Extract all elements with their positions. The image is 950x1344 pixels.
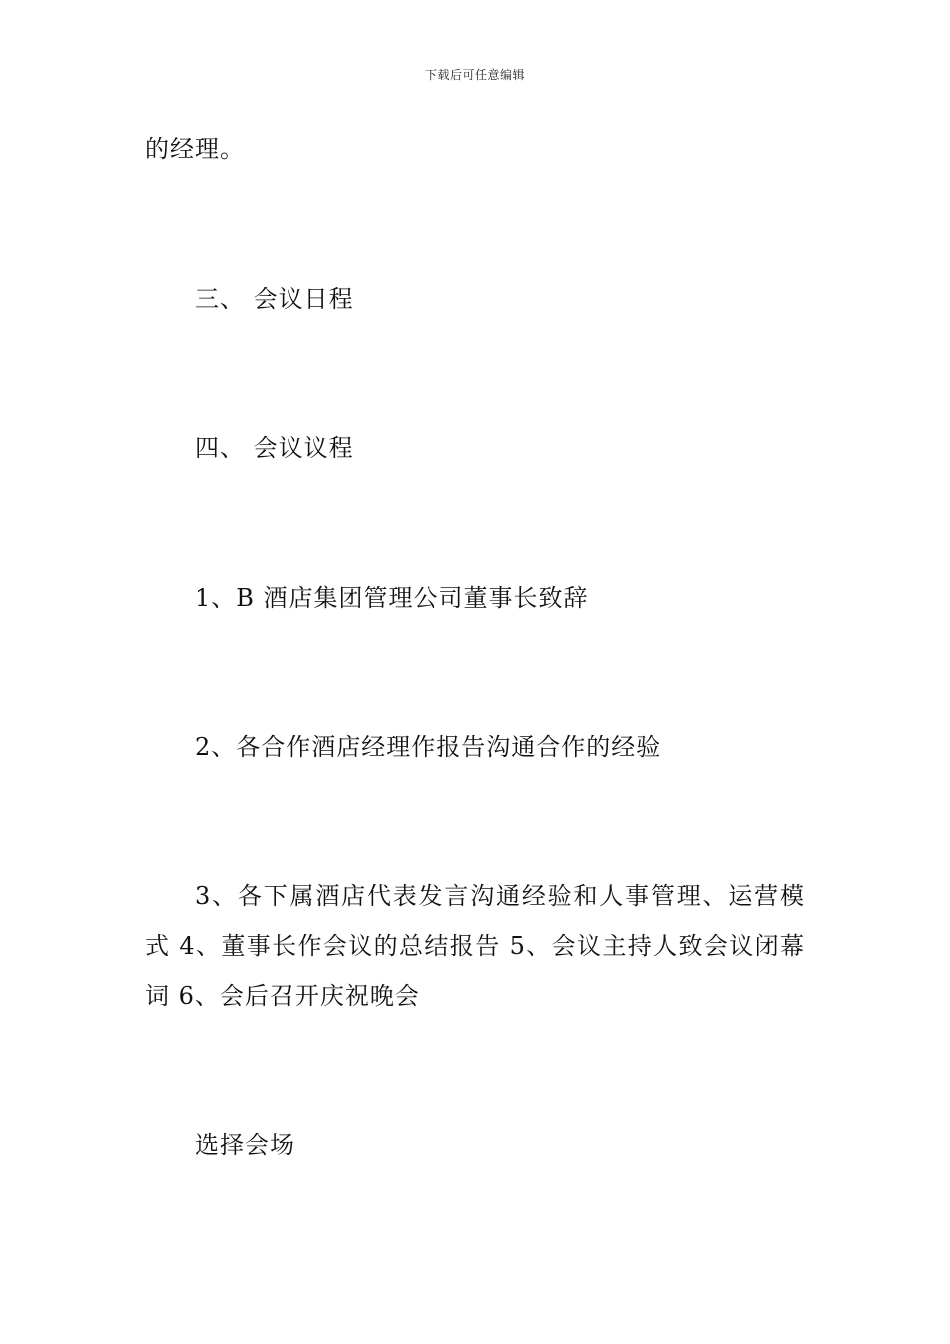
section-heading-schedule: 三、 会议日程: [195, 285, 354, 313]
section-heading-agenda: 四、 会议议程: [195, 434, 354, 462]
page-header: 下载后可任意编辑: [424, 68, 525, 82]
agenda-items-3-6: 3、各下属酒店代表发言沟通经验和人事管理、运营模式 4、董事长作会议的总结报告 5、会议主持人致会议闭幕词 6、会后召开庆祝晚会: [145, 882, 805, 1010]
paragraph-continuation: 的经理。: [145, 135, 245, 163]
agenda-item-2: 2、各合作酒店经理作报告沟通合作的经验: [195, 733, 662, 761]
agenda-item-1: 1、B 酒店集团管理公司董事长致辞: [195, 584, 589, 612]
section-heading-venue: 选择会场: [195, 1131, 295, 1159]
